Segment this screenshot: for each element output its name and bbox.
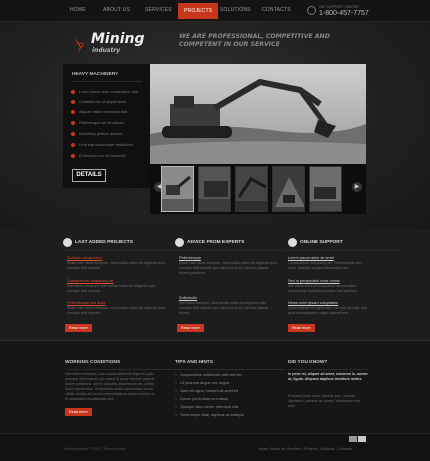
machinery-item-label: Nonummy pretium aenean xyxy=(79,132,123,136)
copyright: Mining industry © 2012 | Privacy policy xyxy=(64,447,126,451)
read-more-button[interactable]: Read more xyxy=(177,324,204,332)
did-you-know-highlight: In pede mi, aliquet sit amet, euismod in, auctor ut, ligula. Aliquam dapibus tincidunt metus. xyxy=(288,372,368,381)
machinery-list-item[interactable] xyxy=(71,100,126,104)
thumbnail[interactable] xyxy=(272,166,305,212)
tip-item[interactable] xyxy=(175,373,242,377)
project-text: Etiam nam libero tempore, cum soluta nobis est eligendi optio cumque nihil impedit. xyxy=(67,306,166,315)
bullet-icon xyxy=(71,100,75,104)
project-link[interactable]: Dolorum donat lorem xyxy=(67,256,103,260)
nav-item-projects[interactable]: PROJECTS xyxy=(178,3,218,19)
footer-links[interactable]: Home | About us | Services | Projects | Solutions | Contacts xyxy=(258,447,352,451)
tip-label: Suspendisse sollicitudin velit sed leo xyxy=(180,373,242,377)
column-title: LAST ADDED PROJECTS xyxy=(75,240,133,245)
bullet-icon xyxy=(71,121,75,125)
machinery-item-label: Aliquam etiam commodo duis xyxy=(79,110,128,114)
divider xyxy=(63,250,173,251)
column-title: ONLINE SUPPORT xyxy=(300,240,343,245)
support-text: Quia voluptas sit aspernatur aut odit aut fugit, sed quia consequuntur magni dolores eos. xyxy=(288,306,368,315)
support-link[interactable]: Nemo enim ipsam voluptatem xyxy=(288,301,339,305)
tips-title: TIPS AND HINTS xyxy=(175,360,213,365)
column-title: ADVICE FROM EXPERTS xyxy=(187,240,245,245)
bullet-icon xyxy=(71,143,75,147)
project-link[interactable]: Consectetuer adipiscing elit xyxy=(67,279,114,283)
heavy-machinery-panel xyxy=(63,64,150,188)
bullet-icon: » xyxy=(175,373,178,377)
arrow-right-icon[interactable]: ▶ xyxy=(352,182,362,192)
project-link[interactable]: Pellentesque sed dolor xyxy=(67,301,106,305)
phone-icon xyxy=(307,6,316,15)
divider xyxy=(175,250,285,251)
support-number: 1-800-457-7757 xyxy=(319,10,369,17)
did-you-know-title: DID YOU KNOW? xyxy=(288,360,328,365)
advice-link[interactable]: Sollicitudin xyxy=(179,296,198,300)
bullet-icon: » xyxy=(175,389,178,393)
tip-label: Ut pharetra augue nec augue xyxy=(180,381,230,385)
brand-subtitle: industry xyxy=(92,47,121,54)
bullet-icon: » xyxy=(175,397,178,401)
bullet-icon: » xyxy=(175,381,178,385)
divider xyxy=(175,369,285,370)
working-conditions-text: Nam libero tempore, cum soluta nobis est eligendi optio cumque nihil impedit quo minus id quod maxime placeat facere possimus, omnis voluptas assumenda est, omnis dolor repellendus. Temporibus autem quibusdam et aut officiis debitis aut rerum necessitatibus saepe eveniet ut et voluptates repudiandae sint. xyxy=(65,372,155,401)
tip-label: Nam elit agna, endrerit sit amet tin xyxy=(180,389,238,393)
nav-item-services[interactable]: SERVICES xyxy=(145,7,172,13)
chat-icon xyxy=(288,238,297,247)
machinery-item-label: Lorem ipsum dolor consectetur, duis xyxy=(79,90,139,94)
nav-item-contacts[interactable]: CONTACTS xyxy=(262,7,291,13)
tip-item[interactable] xyxy=(175,397,228,401)
main-slide-image xyxy=(150,64,366,164)
machinery-list-item[interactable] xyxy=(71,132,122,136)
social-icon[interactable] xyxy=(358,436,366,442)
support-phone xyxy=(307,4,367,19)
brand-name[interactable]: Mining xyxy=(91,31,145,47)
top-navigation xyxy=(0,0,430,22)
thumbnail[interactable] xyxy=(161,166,194,212)
heavy-machinery-title: HEAVY MACHINERY xyxy=(72,72,119,77)
machinery-list-item[interactable] xyxy=(71,143,133,147)
machinery-list-item[interactable] xyxy=(71,90,138,94)
read-more-button[interactable]: Read more xyxy=(65,324,92,332)
tip-label: Scelerisque vitae, dapibus ac tristique xyxy=(180,413,244,417)
footer xyxy=(0,433,430,461)
tip-item[interactable] xyxy=(175,413,244,417)
gear-icon xyxy=(63,238,72,247)
machinery-list-item[interactable] xyxy=(71,110,127,114)
machinery-item-label: Et tincidunt nec vel hendrerit xyxy=(79,154,126,158)
nav-item-about[interactable]: ABOUT US xyxy=(103,7,131,13)
nav-item-home[interactable]: HOME xyxy=(70,7,86,13)
machinery-item-label: Pellentesque set sit ultrices xyxy=(79,121,124,125)
did-you-know-text: Praesent justo dolor, lobortis quis, lobortis dignissim, pulvinar ac, lorem. Vestibulum sed ante. xyxy=(288,394,360,408)
bullet-icon xyxy=(71,110,75,114)
advice-text: Sed libero tempore, cum soluta nobis est eligendi optio cumque nihil impedit quo minus id quod maxime placeat facere. xyxy=(179,301,269,315)
project-text: Etiam nam libero tempore, cum soluta nobis est eligendi optio cumque nihil impedit. xyxy=(67,261,166,270)
tip-label: Quisque diam lorem, interdum vita xyxy=(180,405,238,409)
bullet-icon xyxy=(71,154,75,158)
divider xyxy=(65,369,175,370)
bullet-icon xyxy=(71,90,75,94)
bullet-icon xyxy=(71,132,75,136)
machinery-item-label: Curabitur nec ut aliquet amet xyxy=(79,100,127,104)
project-text: Nam libero tempore, cum soluta nobis est eligendi optio cumque nihil impedit. xyxy=(67,284,156,293)
support-text: Iste natus error sit voluptatem accusantium doloremque laudantium totam rem aperiam. xyxy=(288,284,358,293)
arrow-left-icon[interactable]: ◀ xyxy=(154,182,164,192)
tip-item[interactable] xyxy=(175,381,230,385)
read-more-button[interactable]: Read more xyxy=(65,408,92,416)
logo-icon xyxy=(72,36,90,54)
details-button[interactable]: DETAILS xyxy=(72,169,106,182)
tip-label: Donec porta diam eu massa xyxy=(180,397,228,401)
bullet-icon: » xyxy=(175,405,178,409)
advice-link[interactable]: Pellentesque xyxy=(179,256,201,260)
support-label: 24/7 SUPPORT CENTER xyxy=(319,5,359,9)
thumbnail[interactable] xyxy=(198,166,231,212)
star-icon xyxy=(175,238,184,247)
bullet-icon: » xyxy=(175,413,178,417)
thumbnail[interactable] xyxy=(235,166,268,212)
machinery-list-item[interactable] xyxy=(71,154,126,158)
divider xyxy=(288,250,398,251)
slogan: WE ARE PROFESSIONAL, COMPETITIVE AND COMPETENT IN OUR SERVICE xyxy=(179,33,330,48)
machinery-list-item[interactable] xyxy=(71,121,124,125)
support-text: Consectetuer adipiscing elit. Pellentesque sed dolor. Aliquam congue fermentum nisl. xyxy=(288,261,362,270)
divider xyxy=(288,369,368,370)
tip-item[interactable] xyxy=(175,389,238,393)
rss-icon[interactable] xyxy=(349,436,357,442)
working-conditions-title: WORKING CONDITIONS xyxy=(65,360,121,365)
read-more-button[interactable]: Read more xyxy=(288,324,315,332)
divider xyxy=(72,81,142,82)
nav-item-solutions[interactable]: SOLUTIONS xyxy=(220,7,251,13)
support-link[interactable]: Sed ut perspiciatis unde omnis xyxy=(288,279,340,283)
thumbnail[interactable] xyxy=(309,166,342,212)
tip-item[interactable] xyxy=(175,405,238,409)
advice-text: Etiam nam libero tempore, cum soluta nobis est eligendi optio cumque nihil impedit quo minus id quod maxime placeat facere possimus. xyxy=(179,261,278,275)
thumbnail-strip xyxy=(150,164,366,214)
support-link[interactable]: Lorem ipsum dolor sit amet xyxy=(288,256,334,260)
machinery-item-label: Ut et erat ullamcorper vestibulum xyxy=(79,143,134,147)
